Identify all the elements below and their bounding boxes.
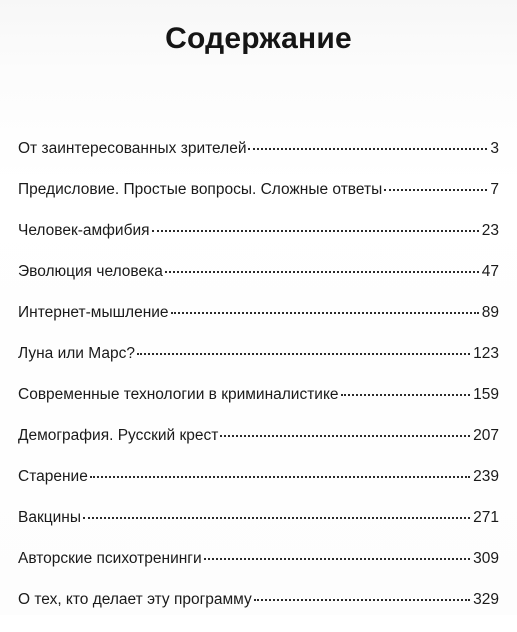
toc-entry-page: 309 <box>473 550 499 567</box>
toc-entry-page: 159 <box>473 386 499 403</box>
toc-entry-page: 7 <box>490 181 499 198</box>
toc-entry <box>18 427 499 468</box>
dot-leader <box>152 230 479 232</box>
toc-entry-title: Эволюция человека <box>18 263 163 280</box>
toc-entry <box>18 550 499 591</box>
dot-leader <box>171 312 479 314</box>
toc-entry-page: 47 <box>481 263 499 280</box>
toc-entry <box>18 304 499 345</box>
dot-leader <box>83 517 470 519</box>
toc-entry-page: 3 <box>490 140 499 157</box>
toc-entry-title: Вакцины <box>18 509 81 526</box>
toc-entry-page: 271 <box>473 509 499 526</box>
toc-entry <box>18 345 499 386</box>
toc-entry-title: Человек-амфибия <box>18 222 150 239</box>
toc-entry <box>18 222 499 263</box>
toc-entry <box>18 386 499 427</box>
toc-entry-page: 329 <box>473 591 499 608</box>
toc-entry-title: Современные технологии в криминалистике <box>18 386 339 403</box>
dot-leader <box>204 558 471 560</box>
toc-entry-title: Старение <box>18 468 88 485</box>
dot-leader <box>384 189 487 191</box>
dot-leader <box>165 271 479 273</box>
toc-entry-title: От заинтересованных зрителей <box>18 140 247 157</box>
toc-entry <box>18 263 499 304</box>
dot-leader <box>137 353 470 355</box>
toc-entry-title: Демография. Русский крест <box>18 427 219 444</box>
toc-entry-title: Луна или Марс? <box>18 345 135 362</box>
dot-leader <box>248 148 487 150</box>
toc-entry <box>18 140 499 181</box>
dot-leader <box>220 435 470 437</box>
dot-leader <box>90 476 470 478</box>
toc-entry <box>18 181 499 222</box>
toc-entry-page: 23 <box>481 222 499 239</box>
toc-entry <box>18 468 499 509</box>
toc-entry-page: 207 <box>473 427 499 444</box>
toc-entry-title: О тех, кто делает эту программу <box>18 591 252 608</box>
toc-entry-page: 123 <box>473 345 499 362</box>
toc-entry-page: 239 <box>473 468 499 485</box>
toc-entry <box>18 591 499 632</box>
table-of-contents <box>18 140 499 632</box>
toc-entry-title: Интернет-мышление <box>18 304 169 321</box>
toc-entry-title: Авторские психотренинги <box>18 550 202 567</box>
toc-entry-page: 89 <box>481 304 499 321</box>
dot-leader <box>254 599 470 601</box>
toc-entry <box>18 509 499 550</box>
toc-entry-title: Предисловие. Простые вопросы. Сложные ответы <box>18 181 383 198</box>
page-title: Содержание <box>165 22 352 55</box>
dot-leader <box>341 394 471 396</box>
